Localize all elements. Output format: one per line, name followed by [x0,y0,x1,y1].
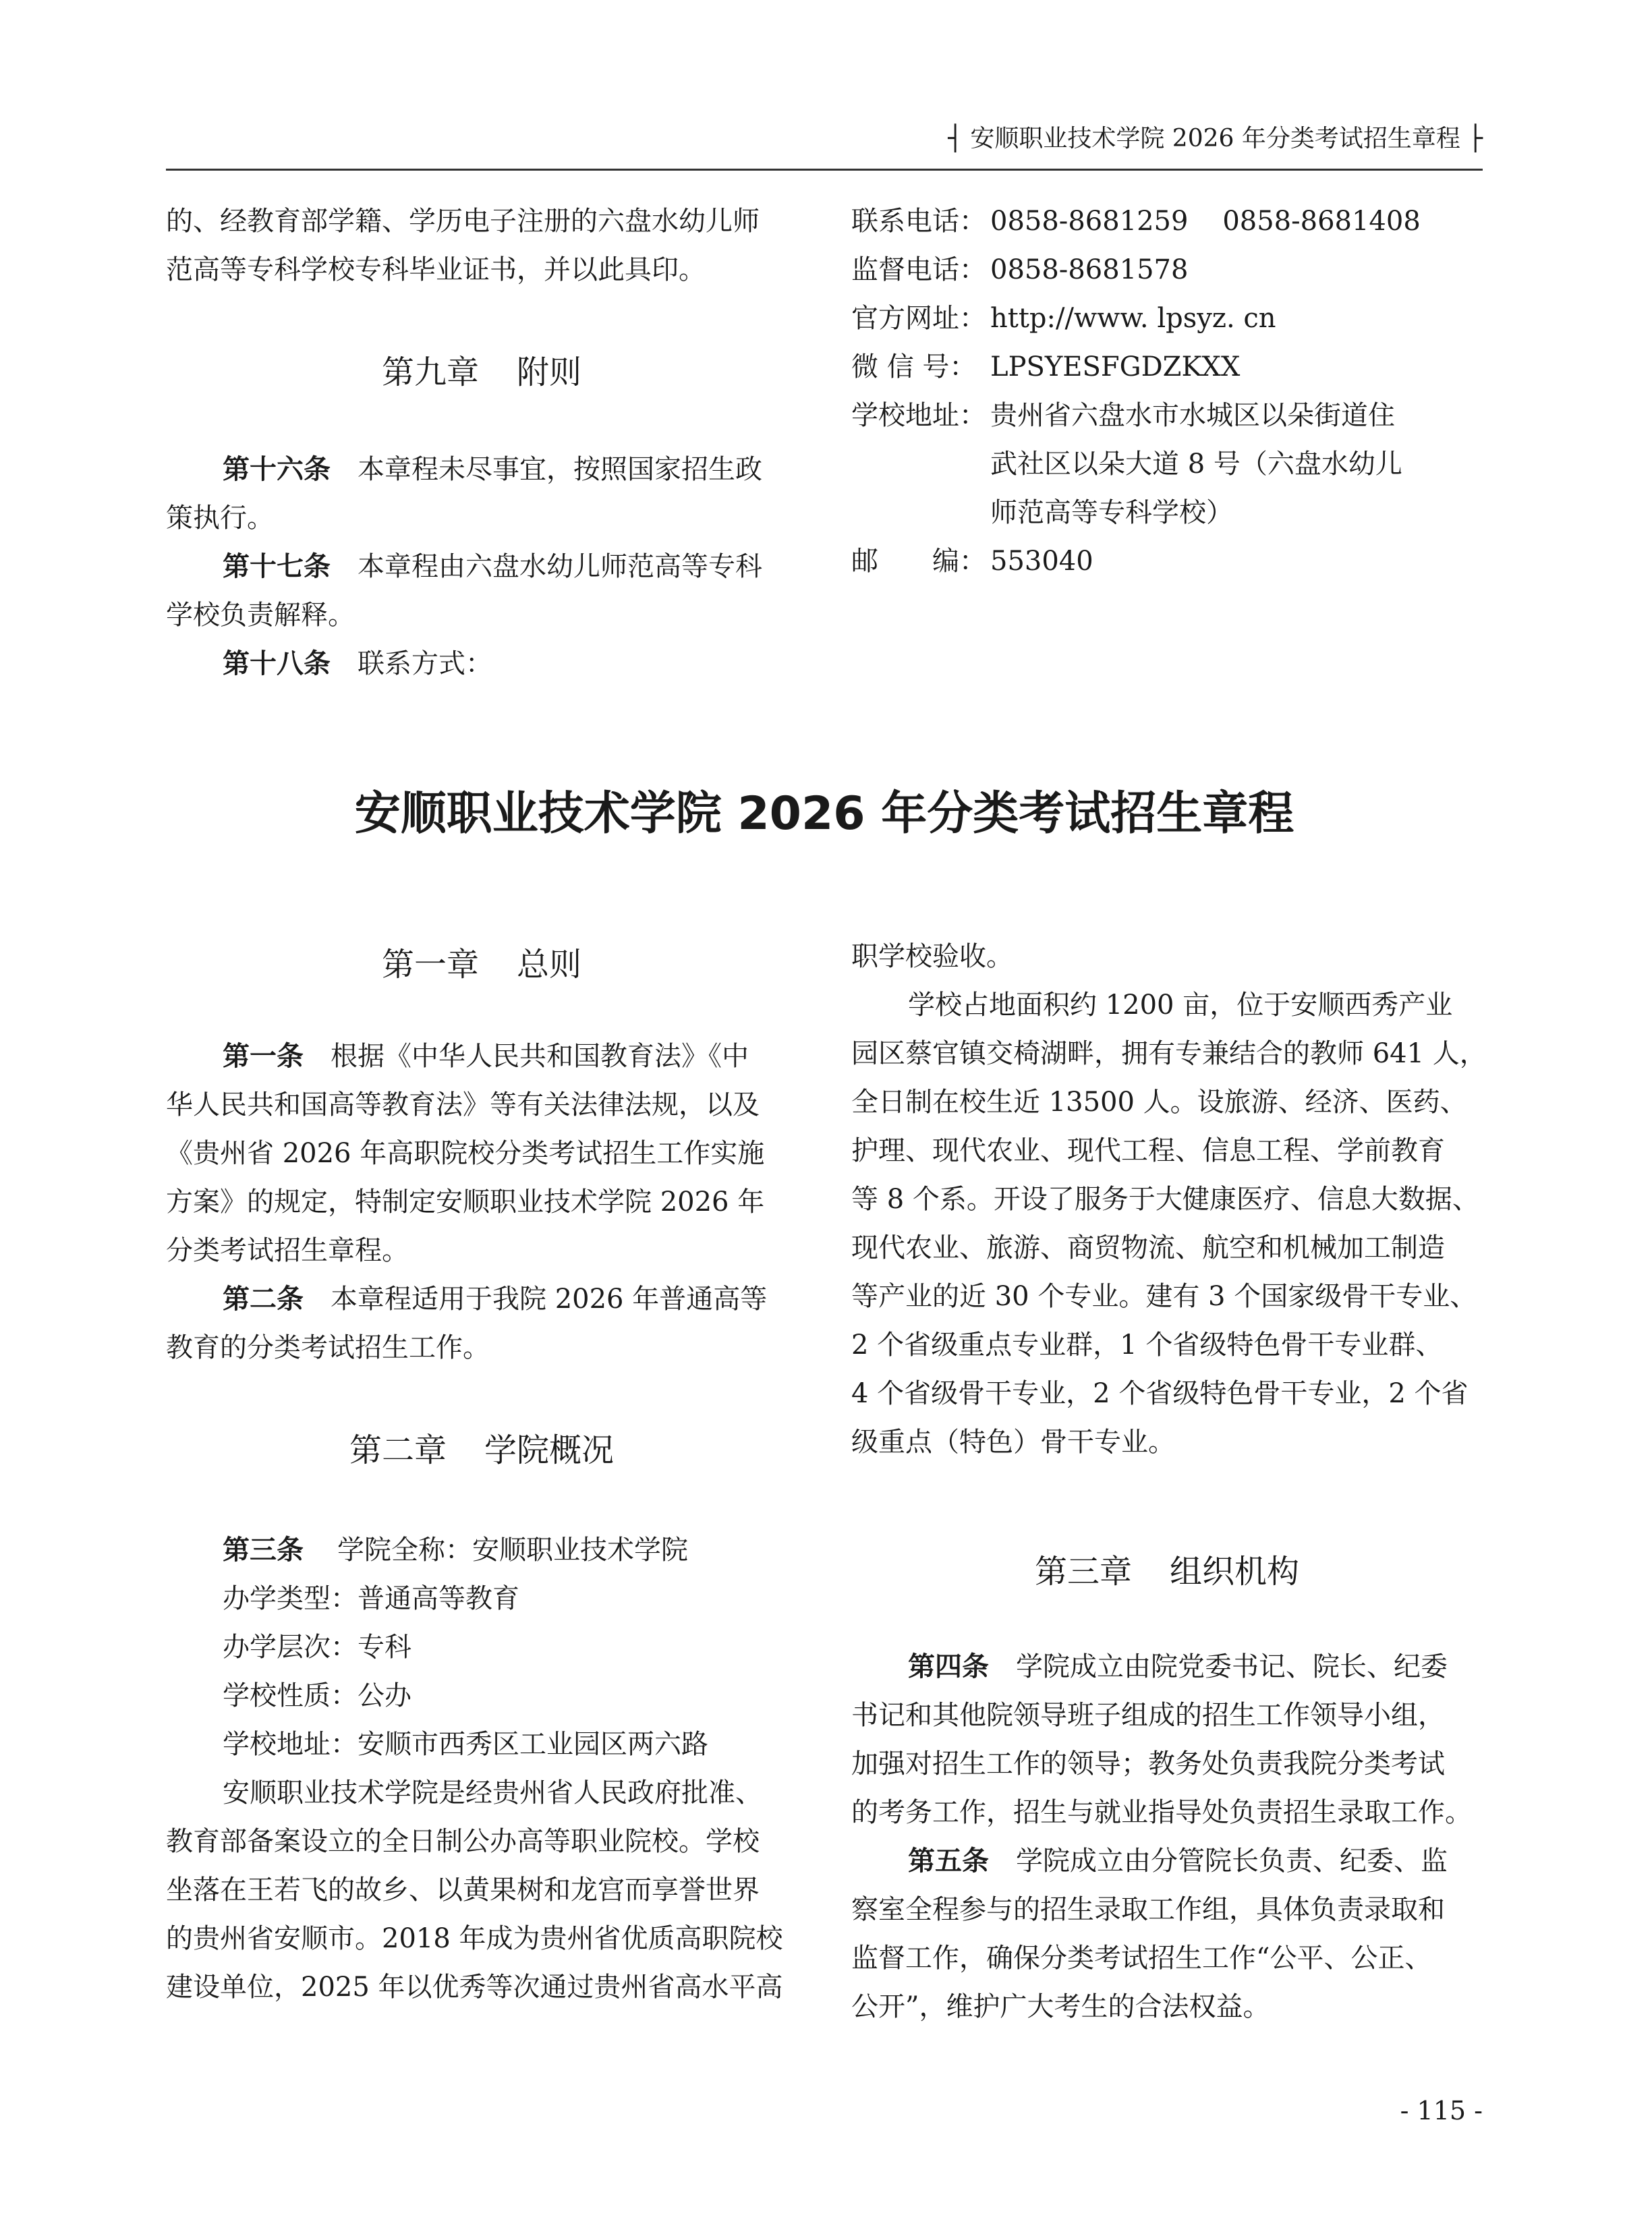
chapter-3-body [851,1643,1483,2031]
article-text-line: 教育的分类考试招生工作。 [166,1332,490,1363]
header-left-bar: ┤ [948,125,963,152]
para-line: 护理、现代农业、现代工程、信息工程、学前教育 [851,1135,1445,1166]
continuation-line: 范高等专科学校专科毕业证书，并以此具印。 [166,254,706,285]
continuation-line: 职学校验收。 [851,941,1013,972]
contact-phone: 联系电话： 0858-8681259 0858-8681408 [851,206,1421,237]
chapter-name: 附则 [517,353,582,391]
contact-address-cont: 武社区以朵大道 8 号（六盘水幼儿 [990,449,1402,480]
article-text-line: 策执行。 [166,503,274,534]
running-header [877,125,1483,152]
info-line: 办学层次：专科 [223,1632,411,1663]
chapter-number: 第二章 [349,1431,447,1469]
article-text-line: 加强对招生工作的领导；教务处负责我院分类考试 [851,1748,1445,1779]
contact-website: 官方网址： http://www. lpsyz. cn [851,303,1276,334]
para-line: 现代农业、旅游、商贸物流、航空和机械加工制造 [851,1232,1445,1263]
header-right-bar: ├ [1468,125,1483,152]
intro-line: 安顺职业技术学院是经贵州省人民政府批准、 [223,1777,762,1808]
para-line: 学校占地面积约 1200 亩，位于安顺西秀产业 [908,990,1453,1021]
contact-address: 学校地址： 贵州省六盘水市水城区以朵街道住 [851,400,1395,431]
contact-supervise-phone: 监督电话： 0858-8681578 [851,254,1189,285]
article-label: 第十七条 [223,551,331,582]
contact-wechat: 微 信 号： LPSYESFGDZKXX [851,351,1241,382]
article-label: 第二条 [223,1284,304,1315]
chapter-2-continued [851,932,1487,1466]
article-label: 第三条 [223,1535,304,1566]
article-label: 第十六条 [223,454,331,485]
intro-line: 的贵州省安顺市。2018 年成为贵州省优质高职院校 [166,1923,783,1954]
article-18: 第十八条 联系方式： [223,648,492,679]
header-rule [166,169,1483,171]
info-line: 学校地址：安顺市西秀区工业园区两六路 [223,1729,708,1760]
article-text-line: 方案》的规定，特制定安顺职业技术学院 2026 年 [166,1187,765,1218]
continuation-line: 的、经教育部学籍、学历电子注册的六盘水幼儿师 [166,206,760,237]
article-5: 第五条 学院成立由分管院长负责、纪委、监 [908,1846,1448,1877]
para-line: 园区蔡官镇交椅湖畔，拥有专兼结合的教师 641 人， [851,1038,1487,1069]
article-label: 第五条 [908,1846,989,1877]
chapter-1-body [166,1032,797,1372]
chapter-name: 组织机构 [1170,1553,1300,1591]
para-line: 全日制在校生近 13500 人。设旅游、经济、医药、 [851,1087,1467,1118]
article-3: 第三条 学院全称：安顺职业技术学院 [223,1535,688,1566]
article-2: 第二条 本章程适用于我院 2026 年普通高等 [223,1284,768,1315]
chapter-name: 学院概况 [484,1431,615,1469]
document-title: 安顺职业技术学院 2026 年分类考试招生章程 [354,787,1294,840]
article-label: 第十八条 [223,648,331,679]
info-line: 学校性质：公办 [223,1680,411,1711]
article-text-line: 监督工作，确保分类考试招生工作“公平、公正、 [851,1943,1432,1974]
intro-line: 建设单位，2025 年以优秀等次通过贵州省高水平高 [166,1972,783,2003]
article-text-line: 的考务工作，招生与就业指导处负责招生录取工作。 [851,1797,1472,1828]
article-text-line: 察室全程参与的招生录取工作组，具体负责录取和 [851,1894,1445,1925]
article-text-line: 《贵州省 2026 年高职院校分类考试招生工作实施 [166,1138,765,1169]
page-number: - 115 - [1400,2096,1483,2125]
chapter-2-body [166,1526,797,2011]
chapter-name: 总则 [517,946,582,983]
article-label: 第一条 [223,1041,304,1072]
article-1: 第一条 根据《中华人民共和国教育法》《中 [223,1041,749,1072]
article-text-line: 公开”，维护广大考生的合法权益。 [851,1991,1270,2022]
appendix-articles [166,445,797,688]
article-text-line: 分类考试招生章程。 [166,1235,409,1266]
article-17: 第十七条 本章程由六盘水幼儿师范高等专科 [223,551,762,582]
para-line: 等 8 个系。开设了服务于大健康医疗、信息大数据、 [851,1184,1479,1215]
intro-line: 教育部备案设立的全日制公办高等职业院校。学校 [166,1826,760,1857]
contact-address-cont: 师范高等专科学校） [990,497,1233,528]
chapter-number: 第九章 [381,353,479,391]
para-line: 级重点（特色）骨干专业。 [851,1427,1175,1458]
article-4: 第四条 学院成立由院党委书记、院长、纪委 [908,1651,1448,1682]
para-line: 4 个省级骨干专业，2 个省级特色骨干专业，2 个省 [851,1378,1469,1409]
chapter-number: 第三章 [1034,1553,1132,1591]
running-title: 安顺职业技术学院 2026 年分类考试招生章程 [970,125,1460,152]
para-line: 2 个省级重点专业群，1 个省级特色骨干专业群、 [851,1330,1443,1361]
chapter-number: 第一章 [381,946,479,983]
article-text-line: 华人民共和国高等教育法》等有关法律法规，以及 [166,1089,760,1120]
chapter-heading-2 [166,1430,797,1471]
chapter-heading-3 [851,1551,1483,1592]
contact-postcode: 邮 编： 553040 [851,546,1093,577]
contact-info [851,197,1483,586]
chapter-heading-1 [166,944,797,985]
chapter-heading-9 [166,352,797,393]
para-line: 等产业的近 30 个专业。建有 3 个国家级骨干专业、 [851,1281,1477,1312]
info-line: 办学类型：普通高等教育 [223,1583,519,1614]
intro-line: 坐落在王若飞的故乡、以黄果树和龙宫而享誉世界 [166,1875,760,1906]
previous-charter-end [166,197,797,294]
article-text-line: 书记和其他院领导班子组成的招生工作领导小组， [851,1700,1445,1731]
article-label: 第四条 [908,1651,989,1682]
article-text-line: 学校负责解释。 [166,600,355,631]
article-16: 第十六条 本章程未尽事宜，按照国家招生政 [223,454,762,485]
